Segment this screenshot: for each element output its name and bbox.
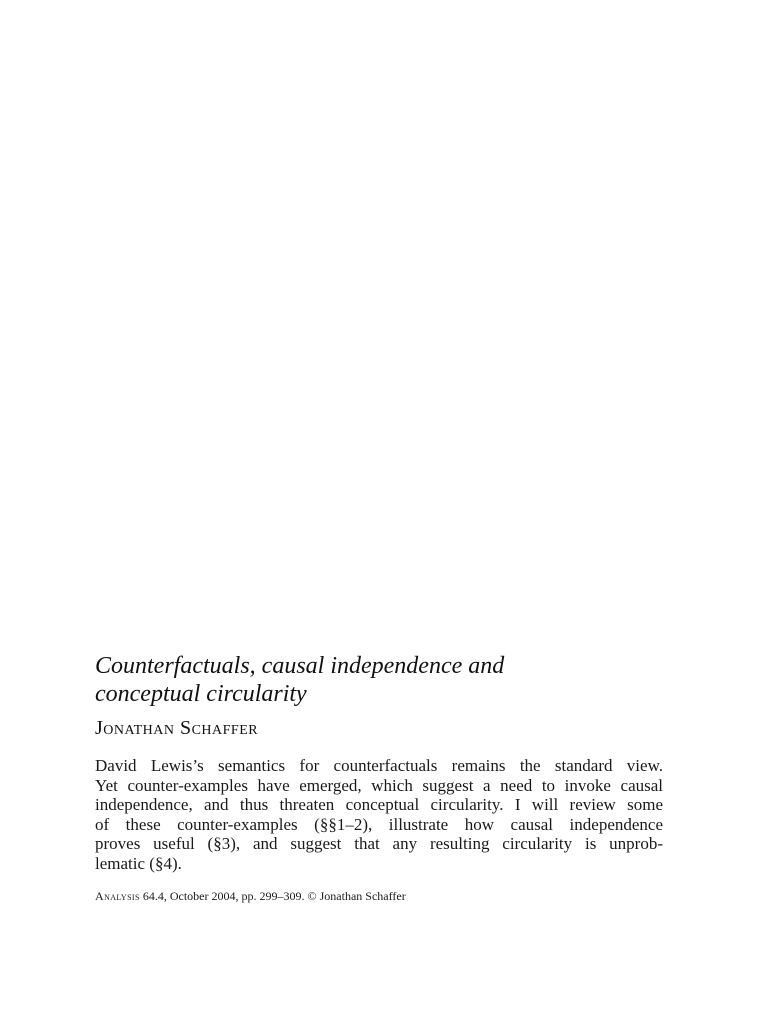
article-title: [95, 652, 663, 708]
citation-journal: Analysis: [95, 888, 140, 903]
abstract-line: of these counter-examples (§§1–2), illustrate how causal independence: [95, 814, 663, 834]
abstract-line: Yet counter-examples have emerged, which suggest a need to invoke causal: [95, 775, 663, 795]
article-title-line-1: Counterfactuals, causal independence and: [95, 653, 505, 679]
article-front-matter: [95, 652, 663, 904]
article-author: Jonathan Schaffer: [95, 717, 259, 739]
article-abstract: [95, 756, 663, 874]
citation-details: 64.4, October 2004, pp. 299–309. © Jonathan Schaffer: [139, 888, 406, 903]
article-citation: [95, 888, 663, 904]
abstract-line: lematic (§4).: [95, 853, 182, 873]
abstract-line: proves useful (§3), and suggest that any resulting circularity is unprob-: [95, 834, 663, 854]
article-title-line-2: conceptual circularity: [95, 681, 307, 707]
abstract-line: independence, and thus threaten conceptual circularity. I will review some: [95, 795, 663, 815]
abstract-line: David Lewis’s semantics for counterfactuals remains the standard view.: [95, 756, 663, 775]
